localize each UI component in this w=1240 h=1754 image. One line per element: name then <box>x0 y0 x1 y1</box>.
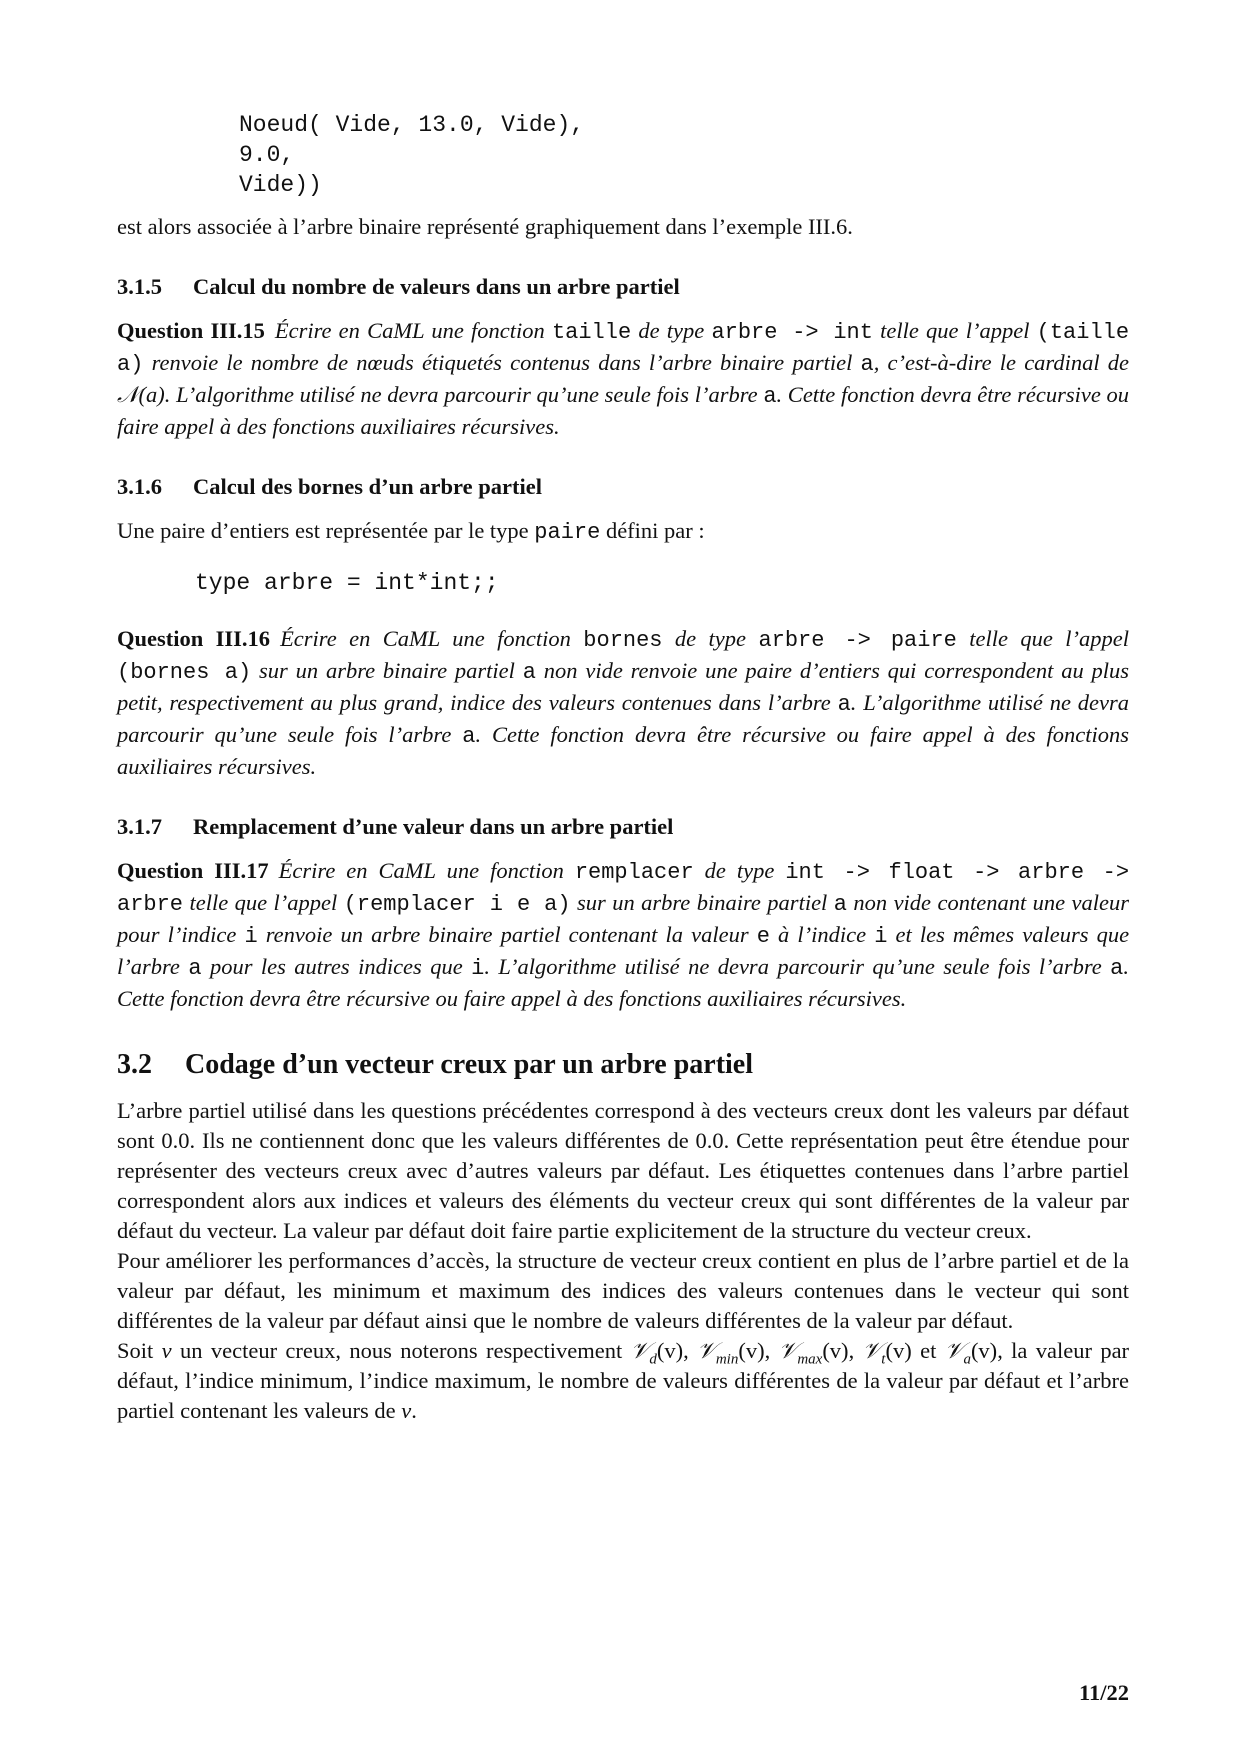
section-heading-3-1-6 <box>117 472 1129 502</box>
code-inline: arbre -> int <box>711 320 873 345</box>
section-number: 3.1.5 <box>117 274 162 299</box>
section-heading-3-1-7 <box>117 812 1129 842</box>
section-number: 3.1.7 <box>117 814 162 839</box>
intro-sentence: est alors associée à l’arbre binaire représenté graphiquement dans l’exemple III.6. <box>117 214 853 239</box>
math-inline: 𝒩(a) <box>117 382 165 407</box>
code-inline: bornes <box>583 628 663 653</box>
code-inline: i <box>874 924 888 949</box>
code-inline: a <box>522 660 536 685</box>
code-inline: (taille a) <box>117 320 1130 377</box>
section-title: Calcul des bornes d’un arbre partiel <box>193 474 542 499</box>
math-V: 𝒱 <box>944 1338 964 1363</box>
section-title: Calcul du nombre de valeurs dans un arbre partiel <box>193 274 680 299</box>
section-heading-3-2 <box>117 1048 1129 1082</box>
code-inline: e <box>756 924 770 949</box>
code-inline: a <box>1110 956 1124 981</box>
question-label: Question III.17 <box>117 858 269 883</box>
code-block-top <box>239 110 1129 200</box>
code-line: Noeud( Vide, 13.0, Vide), <box>239 112 585 138</box>
math-V: 𝒱 <box>862 1338 882 1363</box>
math-V: 𝒱 <box>630 1338 650 1363</box>
math-V: 𝒱 <box>697 1338 716 1363</box>
code-inline: paire <box>534 520 601 545</box>
code-inline: a <box>763 384 777 409</box>
question-III-15: Question III.15 Écrire en CaML une fonction taille de type arbre -> int telle que l’appel (taille a) renvoie le nombre de nœuds étiquetés contenus dans l’arbre binaire partiel a, c’est-à-dire le cardinal de 𝒩(a). L’algorithme utilisé ne devra parcourir qu’une seule fois l’arbre a. Cette fonction devra être récursive ou faire appel à des fonctions auxiliaires récursives. <box>117 318 1130 439</box>
code-inline: i <box>471 956 485 981</box>
question-label: Question III.15 <box>117 318 265 343</box>
section-number: 3.2 <box>117 1049 152 1080</box>
paragraph-3-2-3: Soit v un vecteur creux, nous noterons respectivement 𝒱$_d$(v), 𝒱$_{min}$(v), 𝒱$_{max}$(v), 𝒱$_t$(v) et 𝒱$_a$(v), la valeur par défaut, l’indice minimum, l’indice maximum, le nombre de valeurs différentes de la valeur par défaut et l’arbre partiel contenant les valeurs de v. <box>117 1338 1130 1423</box>
question-label: Question III.16 <box>117 626 271 651</box>
page-content <box>117 110 1129 1426</box>
paragraph-paire: Une paire d’entiers est représentée par le type paire défini par : <box>117 518 705 545</box>
section-heading-3-1-5 <box>117 272 1129 302</box>
section-number: 3.1.6 <box>117 474 162 499</box>
code-line: 9.0, <box>239 142 295 168</box>
page-number: 11/22 <box>1078 1680 1129 1705</box>
question-III-16: Question III.16 Écrire en CaML une fonction bornes de type arbre -> paire telle que l’appel (bornes a) sur un arbre binaire partiel a non vide renvoie une paire d’entiers qui correspondent au plus petit, respectivement au plus grand, indice des valeurs contenues dans l’arbre a. L’algorithme utilisé ne devra parcourir qu’une seule fois l’arbre a. Cette fonction devra être récursive ou faire appel à des fonctions auxiliaires récursives. <box>117 626 1130 779</box>
code-inline: a <box>188 956 202 981</box>
code-inline: a <box>462 724 476 749</box>
code-inline: (remplacer i e a) <box>343 892 571 917</box>
math-V: 𝒱 <box>778 1338 798 1363</box>
question-III-17: Question III.17 Écrire en CaML une fonction remplacer de type int -> float -> arbre -> arbre telle que l’appel (remplacer i e a) sur un arbre binaire partiel a non vide contenant une valeur pour l’indice i renvoie un arbre binaire partiel contenant la valeur e à l’indice i et les mêmes valeurs que l’arbre a pour les autres indices que i. L’algorithme utilisé ne devra parcourir qu’une seule fois l’arbre a. Cette fonction devra être récursive ou faire appel à des fonctions auxiliaires récursives. <box>117 858 1130 1011</box>
section-title: Codage d’un vecteur creux par un arbre partiel <box>185 1049 754 1080</box>
code-inline: a <box>837 692 851 717</box>
section-title: Remplacement d’une valeur dans un arbre partiel <box>193 814 674 839</box>
code-inline: int -> float -> arbre -> arbre <box>117 860 1130 917</box>
code-inline: i <box>244 924 258 949</box>
code-inline: taille <box>551 320 632 345</box>
code-block-type: type arbre = int*int;; <box>195 570 499 596</box>
code-inline: remplacer <box>574 860 694 885</box>
code-inline: arbre -> paire <box>758 628 957 653</box>
code-line: Vide)) <box>239 172 322 198</box>
code-inline: a <box>860 352 874 377</box>
paragraph-3-2-1: L’arbre partiel utilisé dans les questions précédentes correspond à des vecteurs creux dont les valeurs par défaut sont 0.0. Ils ne contiennent donc que les valeurs différentes de 0.0. Cette représentation peut être étendue pour représenter des vecteurs creux avec d’autres valeurs par défaut. Les étiquettes contenues dans l’arbre partiel correspondent alors aux indices et valeurs des éléments du vecteur creux qui sont différentes de la valeur par défaut du vecteur. La valeur par défaut doit faire partie explicitement de la structure du vecteur creux. <box>117 1098 1129 1243</box>
paragraph-3-2-2: Pour améliorer les performances d’accès, la structure de vecteur creux contient en plus de l’arbre partiel et de la valeur par défaut, les minimum et maximum des indices des valeurs contenues dans le vecteur qui sont différentes de la valeur par défaut ainsi que le nombre de valeurs différentes de la valeur par défaut. <box>117 1248 1129 1333</box>
code-inline: a <box>833 892 847 917</box>
code-inline: (bornes a) <box>117 660 252 685</box>
